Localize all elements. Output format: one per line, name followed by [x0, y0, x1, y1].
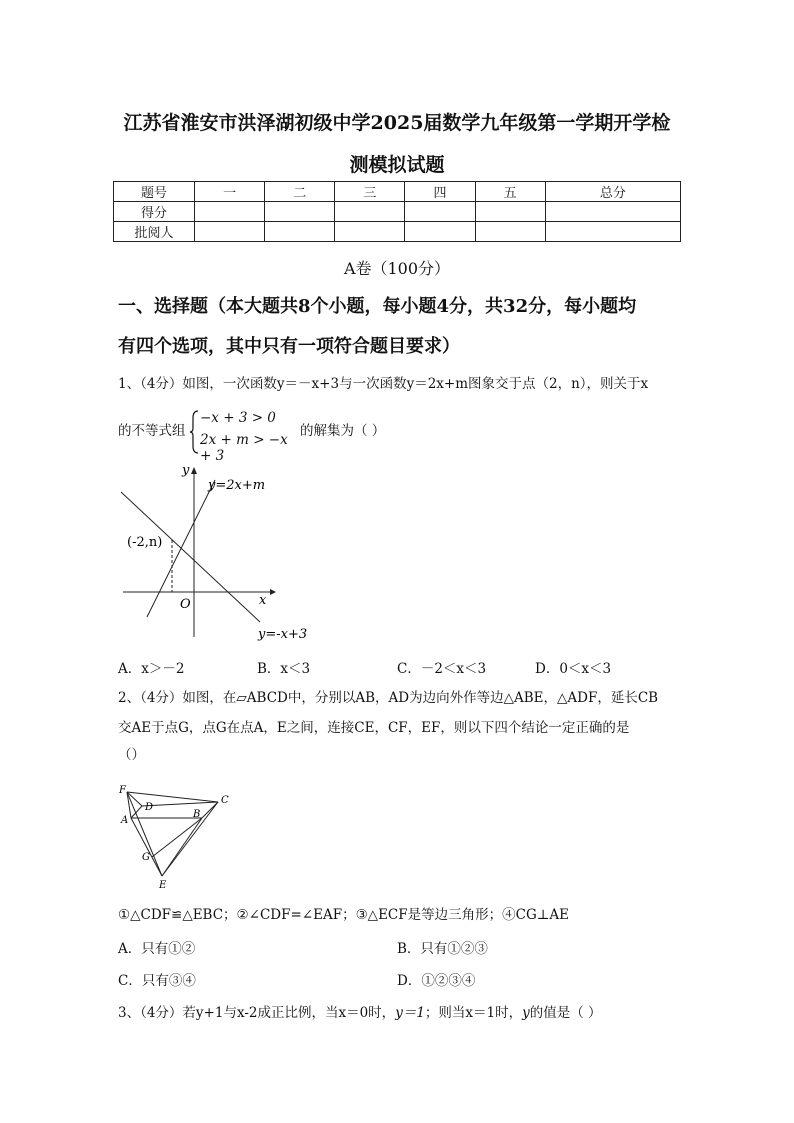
q1-inequality-2: 2x + m > −x + 3	[200, 432, 288, 464]
q3-text-part2: ；则当x＝1时，	[424, 1005, 523, 1021]
point-label: (-2,n)	[127, 535, 163, 550]
origin-label: O	[180, 597, 191, 612]
q1-option-b[interactable]: B．x＜3	[257, 661, 311, 677]
q2-text-line1: 2、（4分）如图，在▱ABCD中，分别以AB，AD为边向外作等边△ABE，△ADF，延长CB	[118, 690, 659, 706]
table-cell: 总分	[545, 182, 680, 202]
page-title-line1: 江苏省淮安市洪泽湖初级中学2025届数学九年级第一学期开学检	[123, 112, 671, 134]
q2-option-c[interactable]: C．只有③④	[118, 973, 196, 989]
y-axis-arrow-icon	[191, 467, 197, 474]
score-table	[113, 181, 681, 242]
table-cell: 一	[195, 182, 265, 202]
table-cell	[405, 202, 475, 222]
q1-option-a[interactable]: A．x＞－2	[118, 661, 185, 677]
q2-option-b[interactable]: B．只有①②③	[397, 941, 488, 957]
q1-graph	[115, 462, 308, 647]
label-a: A	[121, 815, 129, 826]
q2-option-d[interactable]: D．①②③④	[397, 973, 476, 989]
q3-text-part3: 的值是（ ）	[529, 1005, 602, 1021]
q1-inequality-system	[190, 410, 300, 464]
score-table-header-row	[114, 182, 681, 202]
x-axis-label: x	[259, 593, 267, 608]
table-row	[114, 222, 681, 242]
table-cell: 批阅人	[114, 222, 195, 242]
table-cell: 四	[405, 182, 475, 202]
q1-text-suffix: 的解集为（ ）	[300, 423, 386, 439]
label-f: F	[119, 785, 126, 796]
q1-option-d[interactable]: D．0＜x＜3	[535, 661, 612, 677]
table-cell: 五	[475, 182, 545, 202]
label-g: G	[142, 852, 150, 863]
table-cell	[405, 222, 475, 242]
q3-text	[118, 1003, 690, 1023]
table-row	[114, 202, 681, 222]
table-cell	[475, 202, 545, 222]
line2-label: y=-x+3	[258, 627, 308, 642]
label-e: E	[159, 880, 167, 891]
q3-math-1: y＝1	[395, 1005, 425, 1021]
table-cell	[475, 222, 545, 242]
q2-text-line2: 交AE于点G，点G在点A，E之间，连接CE，CF，EF，则以下四个结论一定正确的是	[118, 720, 630, 736]
table-cell: 二	[265, 182, 335, 202]
section-a-title: A卷（100分）	[343, 259, 451, 278]
table-cell: 三	[335, 182, 405, 202]
q1-option-c[interactable]: C．－2＜x＜3	[397, 661, 487, 677]
section-heading-line1: 一、选择题（本大题共8个小题，每小题4分，共32分，每小题均	[118, 296, 637, 317]
brace-icon	[190, 410, 200, 454]
line1-label: y=2x+m	[208, 478, 266, 493]
q2-conclusions: ①△CDF≌△EBC；②∠CDF=∠EAF；③△ECF是等边三角形；④CG⊥AE	[118, 907, 570, 923]
x-axis-arrow-icon	[270, 589, 276, 595]
table-cell	[335, 222, 405, 242]
q1-text-prefix: 的不等式组	[118, 423, 186, 439]
q3-math-2: y	[522, 1005, 530, 1021]
q2-text-line3: （）	[118, 747, 145, 763]
table-cell	[545, 202, 680, 222]
table-cell: 得分	[114, 202, 195, 222]
q2-option-a[interactable]: A．只有①②	[118, 941, 196, 957]
table-cell	[195, 202, 265, 222]
q1-text-line1: 1、（4分）如图，一次函数y＝－x+3与一次函数y＝2x+m图象交于点（2，n），则关于x	[118, 376, 649, 392]
label-d: D	[145, 802, 154, 813]
q1-inequality-1: −x + 3 > 0	[200, 410, 276, 426]
table-cell	[265, 222, 335, 242]
label-c: C	[221, 795, 229, 806]
table-cell	[265, 202, 335, 222]
table-cell: 题号	[114, 182, 195, 202]
page-title-line2: 测模拟试题	[349, 154, 445, 176]
table-cell	[195, 222, 265, 242]
table-cell	[545, 222, 680, 242]
q3-text-part1: 3、（4分）若y+1与x-2成正比例，当x＝0时，	[118, 1005, 396, 1021]
table-cell	[335, 202, 405, 222]
section-heading-line2: 有四个选项，其中只有一项符合题目要求）	[118, 336, 460, 357]
label-b: B	[193, 809, 201, 820]
q2-figure	[115, 782, 240, 892]
y-axis-label: y	[182, 463, 190, 478]
